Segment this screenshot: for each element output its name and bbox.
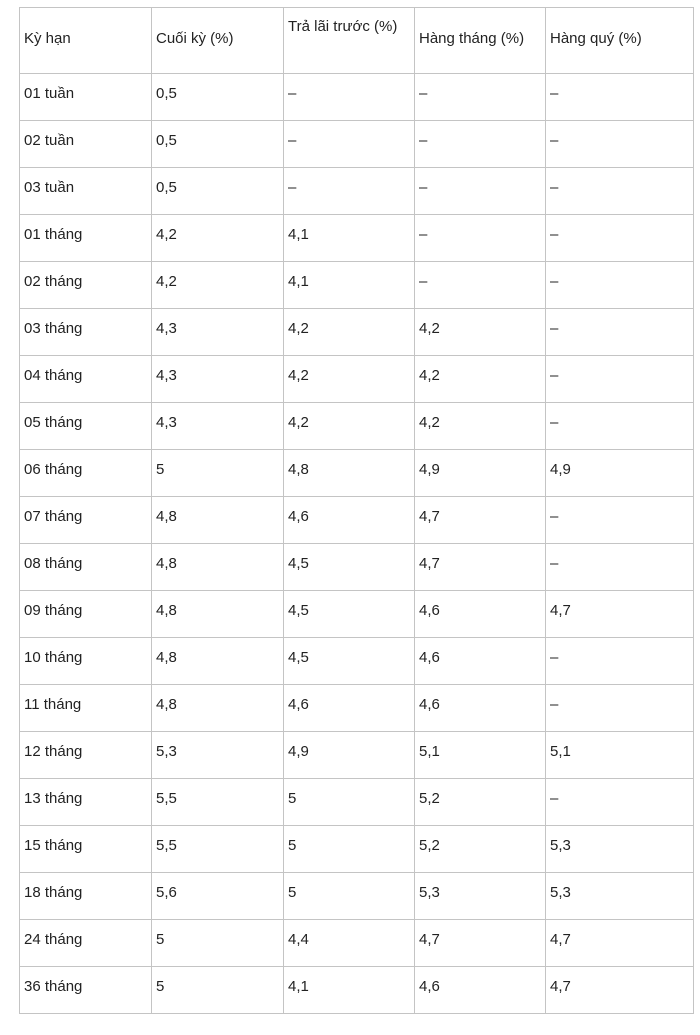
prepaid-interest-cell: – xyxy=(284,121,415,168)
monthly-cell: 4,7 xyxy=(415,497,546,544)
monthly-cell: – xyxy=(415,262,546,309)
table-row xyxy=(20,450,694,497)
table-row xyxy=(20,732,694,779)
interest-rate-table xyxy=(19,7,694,1014)
monthly-cell: 4,7 xyxy=(415,544,546,591)
term-cell: 12 tháng xyxy=(20,732,152,779)
term-cell: 18 tháng xyxy=(20,873,152,920)
table-row xyxy=(20,920,694,967)
table-row xyxy=(20,497,694,544)
monthly-cell: 4,2 xyxy=(415,356,546,403)
prepaid-interest-cell: 4,5 xyxy=(284,591,415,638)
quarterly-cell: – xyxy=(546,779,694,826)
end-of-term-cell: 5 xyxy=(152,450,284,497)
quarterly-cell: – xyxy=(546,309,694,356)
monthly-cell: 4,2 xyxy=(415,403,546,450)
quarterly-cell: – xyxy=(546,403,694,450)
term-cell: 04 tháng xyxy=(20,356,152,403)
end-of-term-cell: 5,5 xyxy=(152,826,284,873)
term-cell: 03 tuần xyxy=(20,168,152,215)
prepaid-interest-cell: 4,5 xyxy=(284,638,415,685)
term-cell: 01 tháng xyxy=(20,215,152,262)
monthly-cell: 4,6 xyxy=(415,638,546,685)
term-cell: 02 tháng xyxy=(20,262,152,309)
header-row xyxy=(20,8,694,74)
term-cell: 10 tháng xyxy=(20,638,152,685)
end-of-term-cell: 4,2 xyxy=(152,262,284,309)
quarterly-cell: – xyxy=(546,685,694,732)
term-cell: 01 tuần xyxy=(20,74,152,121)
prepaid-interest-cell: – xyxy=(284,74,415,121)
quarterly-cell: – xyxy=(546,215,694,262)
monthly-cell: 5,2 xyxy=(415,779,546,826)
term-cell: 06 tháng xyxy=(20,450,152,497)
quarterly-cell: – xyxy=(546,168,694,215)
end-of-term-cell: 4,3 xyxy=(152,356,284,403)
end-of-term-cell: 5,3 xyxy=(152,732,284,779)
quarterly-cell: – xyxy=(546,638,694,685)
prepaid-interest-cell: 5 xyxy=(284,873,415,920)
table-row xyxy=(20,121,694,168)
prepaid-interest-cell: 4,2 xyxy=(284,309,415,356)
monthly-cell: 5,3 xyxy=(415,873,546,920)
monthly-cell: 4,9 xyxy=(415,450,546,497)
quarterly-cell: – xyxy=(546,262,694,309)
quarterly-cell: 5,1 xyxy=(546,732,694,779)
prepaid-interest-cell: 4,1 xyxy=(284,215,415,262)
table-row xyxy=(20,591,694,638)
table-row xyxy=(20,403,694,450)
monthly-cell: – xyxy=(415,168,546,215)
quarterly-cell: 4,7 xyxy=(546,591,694,638)
end-of-term-cell: 4,8 xyxy=(152,685,284,732)
end-of-term-cell: 5 xyxy=(152,920,284,967)
end-of-term-cell: 4,2 xyxy=(152,215,284,262)
table-row xyxy=(20,826,694,873)
table-body xyxy=(20,74,694,1014)
quarterly-cell: – xyxy=(546,356,694,403)
term-cell: 08 tháng xyxy=(20,544,152,591)
quarterly-cell: – xyxy=(546,121,694,168)
prepaid-interest-cell: 4,8 xyxy=(284,450,415,497)
term-cell: 02 tuần xyxy=(20,121,152,168)
term-cell: 07 tháng xyxy=(20,497,152,544)
prepaid-interest-cell: 4,6 xyxy=(284,685,415,732)
end-of-term-cell: 0,5 xyxy=(152,74,284,121)
prepaid-interest-cell: 5 xyxy=(284,779,415,826)
table-row xyxy=(20,544,694,591)
monthly-cell: – xyxy=(415,121,546,168)
prepaid-interest-cell: 4,1 xyxy=(284,262,415,309)
table-row xyxy=(20,685,694,732)
header-term: Kỳ hạn xyxy=(20,8,152,74)
monthly-cell: – xyxy=(415,74,546,121)
header-monthly: Hàng tháng (%) xyxy=(415,8,546,74)
monthly-cell: 4,6 xyxy=(415,591,546,638)
table-row xyxy=(20,356,694,403)
term-cell: 15 tháng xyxy=(20,826,152,873)
end-of-term-cell: 0,5 xyxy=(152,168,284,215)
term-cell: 03 tháng xyxy=(20,309,152,356)
monthly-cell: 4,7 xyxy=(415,920,546,967)
table-row xyxy=(20,74,694,121)
monthly-cell: 4,6 xyxy=(415,685,546,732)
prepaid-interest-cell: 4,2 xyxy=(284,356,415,403)
table-row xyxy=(20,215,694,262)
term-cell: 24 tháng xyxy=(20,920,152,967)
prepaid-interest-cell: 4,6 xyxy=(284,497,415,544)
term-cell: 36 tháng xyxy=(20,967,152,1014)
prepaid-interest-cell: 4,4 xyxy=(284,920,415,967)
end-of-term-cell: 4,8 xyxy=(152,544,284,591)
monthly-cell: 4,2 xyxy=(415,309,546,356)
prepaid-interest-cell: 4,9 xyxy=(284,732,415,779)
term-cell: 05 tháng xyxy=(20,403,152,450)
prepaid-interest-cell: 5 xyxy=(284,826,415,873)
end-of-term-cell: 0,5 xyxy=(152,121,284,168)
table-header xyxy=(20,8,694,74)
table-row xyxy=(20,638,694,685)
end-of-term-cell: 4,3 xyxy=(152,403,284,450)
quarterly-cell: – xyxy=(546,74,694,121)
end-of-term-cell: 4,8 xyxy=(152,638,284,685)
term-cell: 09 tháng xyxy=(20,591,152,638)
end-of-term-cell: 4,8 xyxy=(152,591,284,638)
end-of-term-cell: 4,8 xyxy=(152,497,284,544)
quarterly-cell: 5,3 xyxy=(546,826,694,873)
monthly-cell: 5,1 xyxy=(415,732,546,779)
quarterly-cell: 4,9 xyxy=(546,450,694,497)
end-of-term-cell: 5 xyxy=(152,967,284,1014)
table-row xyxy=(20,262,694,309)
table-row xyxy=(20,967,694,1014)
table-row xyxy=(20,779,694,826)
quarterly-cell: 4,7 xyxy=(546,920,694,967)
prepaid-interest-cell: 4,2 xyxy=(284,403,415,450)
term-cell: 11 tháng xyxy=(20,685,152,732)
term-cell: 13 tháng xyxy=(20,779,152,826)
quarterly-cell: 5,3 xyxy=(546,873,694,920)
prepaid-interest-cell: 4,5 xyxy=(284,544,415,591)
prepaid-interest-cell: 4,1 xyxy=(284,967,415,1014)
table-row xyxy=(20,168,694,215)
end-of-term-cell: 5,5 xyxy=(152,779,284,826)
quarterly-cell: – xyxy=(546,497,694,544)
monthly-cell: – xyxy=(415,215,546,262)
end-of-term-cell: 4,3 xyxy=(152,309,284,356)
quarterly-cell: – xyxy=(546,544,694,591)
quarterly-cell: 4,7 xyxy=(546,967,694,1014)
prepaid-interest-cell: – xyxy=(284,168,415,215)
table-row xyxy=(20,873,694,920)
table-row xyxy=(20,309,694,356)
header-prepaid-interest: Trả lãi trước (%) xyxy=(284,8,415,74)
end-of-term-cell: 5,6 xyxy=(152,873,284,920)
header-quarterly: Hàng quý (%) xyxy=(546,8,694,74)
header-end-of-term: Cuối kỳ (%) xyxy=(152,8,284,74)
monthly-cell: 5,2 xyxy=(415,826,546,873)
monthly-cell: 4,6 xyxy=(415,967,546,1014)
